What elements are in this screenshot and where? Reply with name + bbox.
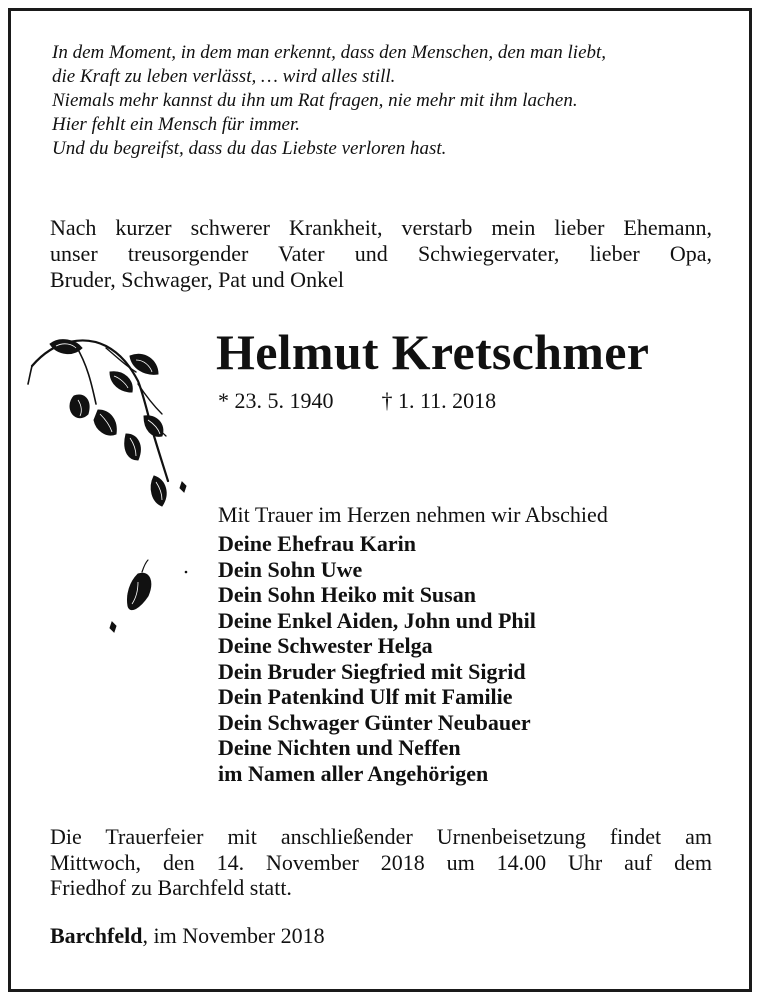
leaf-icon xyxy=(151,476,166,506)
leaf-icon xyxy=(94,410,116,435)
leaf-icon xyxy=(110,622,116,632)
poem-line: Und du begreifst, dass du das Liebste verloren hast. xyxy=(52,138,447,159)
poem-line: Hier fehlt ein Mensch für immer. xyxy=(52,114,301,135)
ceremony-line: Die Trauerfeier mit anschließender Urnenbeisetzung findet am xyxy=(50,824,712,849)
leaf-icon xyxy=(125,434,141,460)
mourner-item: Dein Patenkind Ulf mit Familie xyxy=(218,684,513,709)
closing-date: , im November 2018 xyxy=(142,923,325,948)
birch-leaves-icon xyxy=(26,326,206,646)
intro-paragraph xyxy=(50,215,712,293)
mourner-item: im Namen aller Angehörigen xyxy=(218,760,489,786)
death-date: † 1. 11. 2018 xyxy=(381,388,497,413)
life-dates xyxy=(218,387,496,415)
mourner-item: Dein Sohn Heiko mit Susan xyxy=(218,582,476,607)
ceremony-line: Mittwoch, den 14. November 2018 um 14.00 Uhr auf dem xyxy=(50,849,712,875)
leaf-icon xyxy=(70,395,89,418)
mourner-item: Dein Bruder Siegfried mit Sigrid xyxy=(218,658,526,684)
farewell-text: Mit Trauer im Herzen nehmen wir Abschied xyxy=(218,502,608,527)
ceremony-line: Friedhof zu Barchfeld statt. xyxy=(50,875,292,900)
poem-line: die Kraft zu leben verlässt, … wird alles still. xyxy=(52,66,396,87)
intro-line: Bruder, Schwager, Pat und Onkel xyxy=(50,267,344,292)
birth-date: * 23. 5. 1940 xyxy=(218,388,334,413)
mourner-item: Dein Sohn Uwe xyxy=(218,556,363,582)
intro-line: Nach kurzer schwerer Krankheit, verstarb mein lieber Ehemann, xyxy=(50,215,712,240)
closing-place: Barchfeld xyxy=(50,923,143,948)
mourner-item: Deine Enkel Aiden, John und Phil xyxy=(218,607,536,633)
poem-quote xyxy=(52,41,732,161)
poem-line: Niemals mehr kannst du ihn um Rat fragen, nie mehr mit ihm lachen. xyxy=(52,90,578,111)
leaf-icon xyxy=(127,573,150,609)
leaf-icon xyxy=(180,482,186,492)
mourner-item: Dein Schwager Günter Neubauer xyxy=(218,709,531,735)
mourner-item: Deine Ehefrau Karin xyxy=(218,531,416,556)
ceremony-paragraph xyxy=(50,824,712,901)
closing-line xyxy=(50,922,325,950)
poem-line: In dem Moment, in dem man erkennt, dass den Menschen, den man liebt, xyxy=(52,42,607,63)
mourners-list xyxy=(218,531,536,786)
deceased-name: Helmut Kretschmer xyxy=(216,324,650,380)
mourner-item: Deine Nichten und Neffen xyxy=(218,735,461,760)
mourner-item: Deine Schwester Helga xyxy=(218,633,433,658)
leaf-icon xyxy=(110,372,132,392)
intro-line: unser treusorgender Vater und Schwiegervater, lieber Opa, xyxy=(50,241,712,266)
